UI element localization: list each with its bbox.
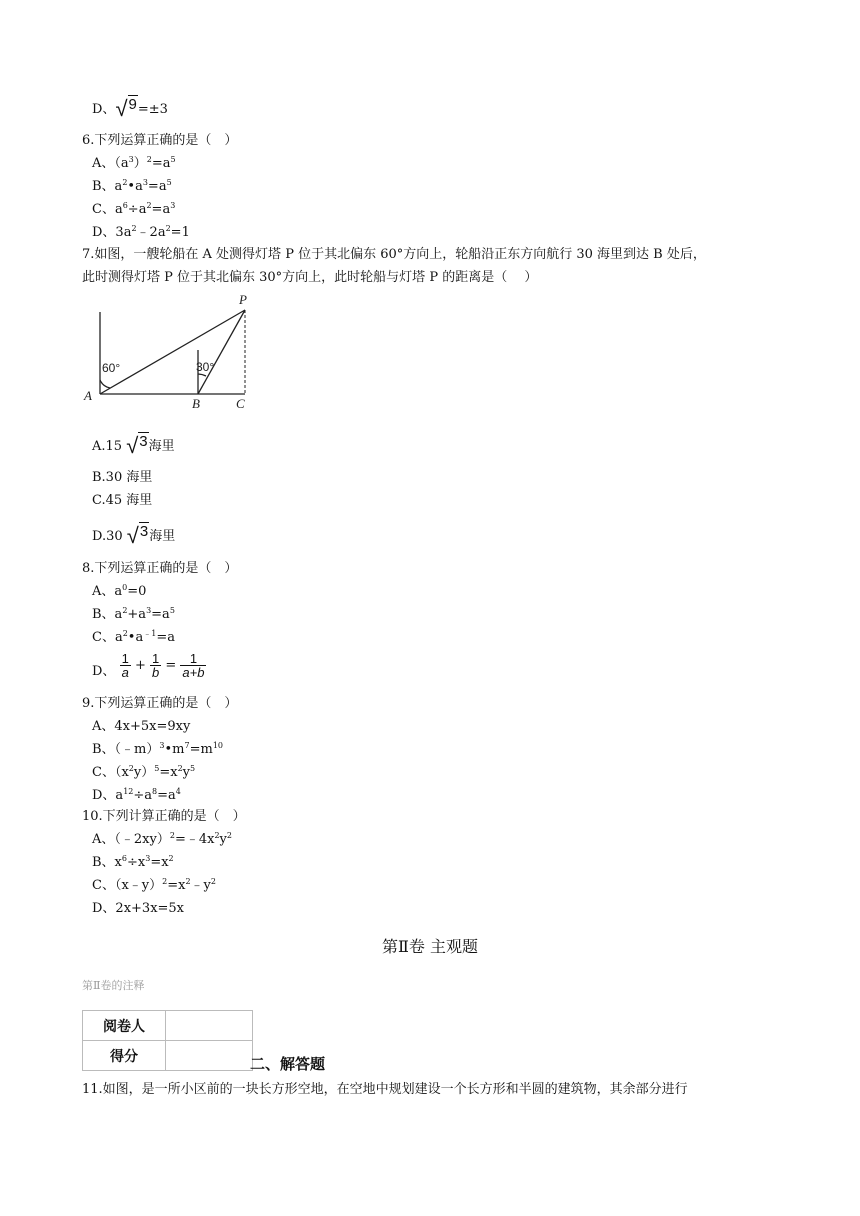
q6-option-a: A、$(a^3)^2=a^5$ — [92, 155, 176, 171]
q7-stem-line2: 此时测得灯塔 P 位于其北偏东 30°方向上，此时轮船与灯塔 P 的距离是（ ） — [82, 270, 538, 285]
q10-option-b: B、$x^6\div x^3=x^2$ — [92, 854, 174, 870]
q7-stem-line1: 7.如图，一艘轮船在 A 处测得灯塔 P 位于其北偏东 60°方向上，轮船沿正东方向航行 30 海里到达 B 处后， — [82, 247, 706, 262]
score-table — [82, 1010, 253, 1071]
label-a: A — [84, 388, 92, 403]
q6-option-d: D、$3a^2﹣2a^2=1$ — [92, 224, 190, 240]
q7-figure — [80, 290, 260, 415]
fraction-1-over-a: $\frac{1}{a}$ — [121, 651, 129, 680]
angle-arc-b — [198, 374, 206, 376]
q8-stem: 8.下列运算正确的是（ ） — [82, 561, 238, 576]
fraction-1-over-a-plus-b: $\frac{1}{a+b}$ — [182, 651, 205, 680]
q9-option-b: B、$(﹣m)^3•m^7=m^{10}$ — [92, 741, 223, 757]
label-c: C — [236, 396, 245, 411]
grader-label: 阅卷人 — [83, 1011, 166, 1041]
q6-option-c: C、$a^6\div a^2=a^3$ — [92, 201, 176, 217]
grader-cell — [166, 1011, 253, 1041]
q7-option-a: A.15 √3海里 — [92, 433, 175, 458]
q6-stem: 6.下列运算正确的是（ ） — [82, 133, 238, 148]
angle-arc-a — [100, 380, 110, 388]
q10-option-a: A、$(﹣2xy)^2=﹣4x^2y^2$ — [92, 831, 232, 847]
q8-option-d: D、 $\frac{1}{a}$ + $\frac{1}{b}$ = $\frac{1}{a+b}$ — [92, 651, 205, 680]
section-title: 第Ⅱ卷 主观题 — [382, 937, 478, 956]
label-p: P — [239, 292, 247, 307]
q9-option-d: D、$a^{12}\div a^8=a^4$ — [92, 787, 181, 803]
fraction-1-over-b: $\frac{1}{b}$ — [152, 651, 160, 680]
section-note: 第Ⅱ卷的注释 — [82, 979, 145, 992]
angle-label-60: 60° — [102, 361, 121, 375]
angle-label-30: 30° — [196, 360, 215, 374]
q5-option-d: D、√9=±3 — [92, 96, 168, 121]
q9-option-a: A、4x+5x=9xy — [92, 719, 191, 734]
q6-option-b: B、$a^2•a^3=a^5$ — [92, 178, 172, 194]
part-title: 二、解答题 — [250, 1055, 326, 1073]
score-label: 得分 — [83, 1041, 166, 1071]
segment-bp — [198, 310, 245, 394]
q7-option-b: B.30 海里 — [92, 470, 153, 485]
q8-option-b: B、$a^2+a^3=a^5$ — [92, 606, 175, 622]
q8-option-a: A、$a^0=0$ — [92, 583, 147, 599]
q10-stem: 10.下列计算正确的是（ ） — [82, 809, 246, 824]
segment-ap — [100, 310, 245, 394]
q11-stem: 11.如图，是一所小区前的一块长方形空地，在空地中规划建设一个长方形和半圆的建筑物，其余部分进行 — [82, 1082, 688, 1097]
q8-option-c: C、$a^2•a^{﹣1}=a$ — [92, 629, 175, 645]
q7-option-c: C.45 海里 — [92, 493, 153, 508]
label-b: B — [192, 396, 200, 411]
q9-stem: 9.下列运算正确的是（ ） — [82, 696, 238, 711]
q10-option-c: C、$(x﹣y)^2=x^2﹣y^2$ — [92, 877, 216, 893]
q10-option-d: D、2x+3x=5x — [92, 901, 185, 916]
q7-option-d: D.30 √3海里 — [92, 523, 176, 548]
q9-option-c: C、$(x^2y)^5=x^2y^5$ — [92, 764, 196, 780]
score-cell — [166, 1041, 253, 1071]
